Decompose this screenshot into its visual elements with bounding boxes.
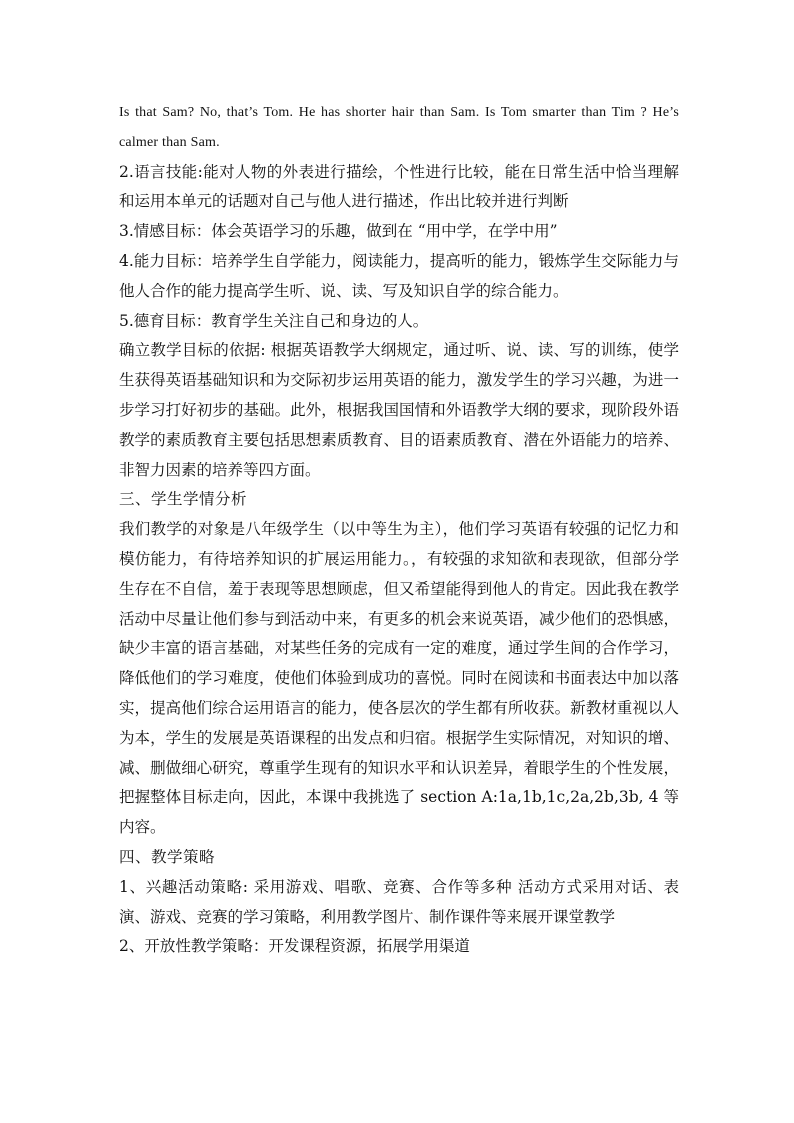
emotional-objective: 3.情感目标：体会英语学习的乐趣，做到在 “用中学，在学中用” (119, 222, 558, 241)
interest-activity-strategy: 1、兴趣活动策略: 采用游戏、唱歌、竞赛、合作等多种 活动方式采用对话、表演、游戏、竞赛的学习策略，利用教学图片、制作课件等来展开课堂教学 (119, 877, 679, 926)
moral-objective: 5.德育目标：教育学生关注自己和身边的人。 (119, 311, 429, 330)
objective-basis-paragraph: 确立教学目标的依据: 根据英语教学大纲规定，通过听、说、读、写的训练，使学生获得英语基础知识和为交际初步运用英语的能力，激发学生的学习兴趣，为进一步学习打好初步的基础。此外，根据我国国情和外语教学大纲的要求，现阶段外语教学的素质教育主要包括思想素质教育、目的语素质教育、潜在外语能力的培养、非智力因素的培养等四方面。 (119, 341, 679, 479)
section-heading-learner-analysis: 三、学生学情分析 (119, 490, 248, 509)
language-skills-objective: 2.语言技能:能对人物的外表进行描绘，个性进行比较，能在日常生活中恰当理解和运用本单元的话题对自己与他人进行描述，作出比较并进行判断 (119, 162, 679, 211)
ability-objective: 4.能力目标：培养学生自学能力，阅读能力，提高听的能力，锻炼学生交际能力与他人合作的能力提高学生听、说、读、写及知识自学的综合能力。 (119, 251, 679, 300)
document-body (119, 98, 679, 962)
learner-analysis-paragraph: 我们教学的对象是八年级学生（以中等生为主），他们学习英语有较强的记忆力和模仿能力，有待培养知识的扩展运用能力。，有较强的求知欲和表现欲，但部分学生存在不自信，羞于表现等思想顾虑，但又希望能得到他人的肯定。因此我在教学活动中尽量让他们参与到活动中来，有更多的机会来说英语，减少他们的恐惧感，缺少丰富的语言基础，对某些任务的完成有一定的难度，通过学生间的合作学习，降低他们的学习难度，使他们体验到成功的喜悦。同时在阅读和书面表达中加以落实，提高他们综合运用语言的能力，使各层次的学生都有所收获。新教材重视以人为本，学生的发展是英语课程的出发点和归宿。根据学生实际情况，对知识的增、减、删做细心研究，尊重学生现有的知识水平和认识差异，着眼学生的个性发展，把握整体目标走向，因此，本课中我挑选了 section A:1a,1b,1c,2a,2b,3b, 4 等内容。 (119, 520, 679, 837)
section-heading-teaching-strategy: 四、教学策略 (119, 847, 216, 866)
open-teaching-strategy: 2、开放性教学策略：开发课程资源，拓展学用渠道 (119, 937, 470, 956)
example-dialogue-text: Is that Sam? No, that’s Tom. He has shorter hair than Sam. Is Tom smarter than Tim ? He’s calmer than Sam. (119, 105, 679, 150)
